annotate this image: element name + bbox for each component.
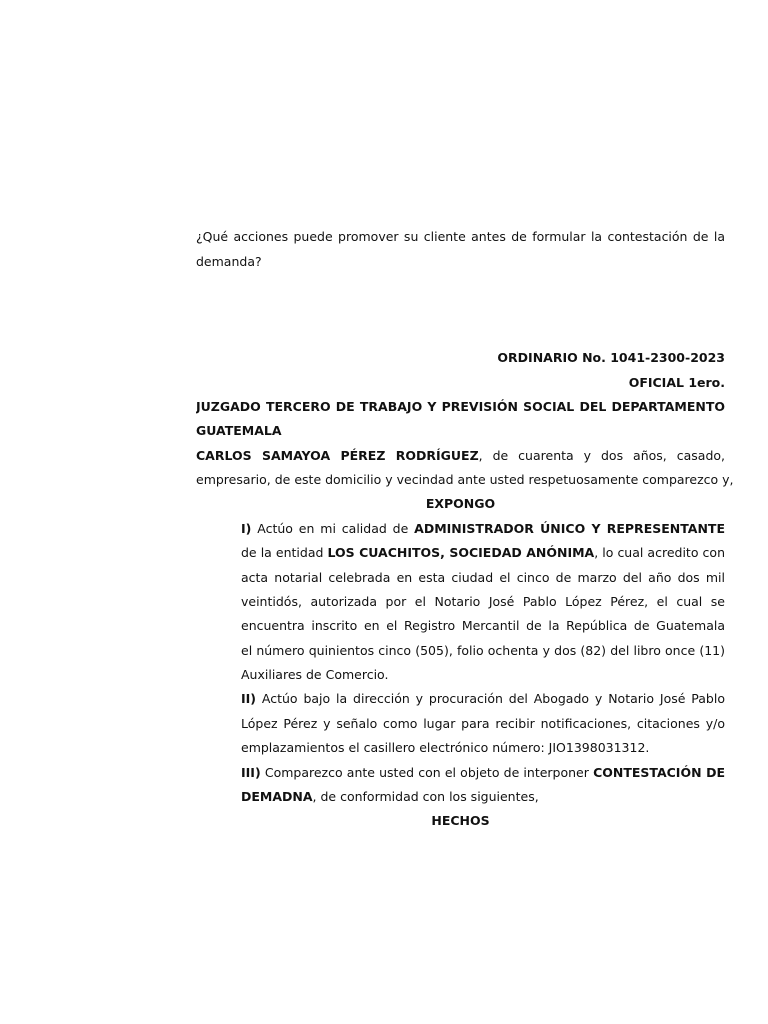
section-1-text-4: veintidós, autorizada por el Notario José Pablo López Pérez, el cual se bbox=[241, 594, 725, 609]
court-line-1 bbox=[196, 395, 725, 419]
plaintiff-name: CARLOS SAMAYOA PÉREZ RODRÍGUEZ bbox=[196, 448, 479, 463]
section-3-line-2 bbox=[241, 785, 725, 809]
hechos-heading bbox=[196, 809, 725, 833]
section-1-text-2a: de la entidad bbox=[241, 545, 328, 560]
section-1-text-6: el número quinientos cinco (505), folio ochenta y dos (82) del libro once (11) bbox=[241, 643, 725, 658]
intro-text-2: empresario, de este domicilio y vecindad ante usted respetuosamente comparezco y, bbox=[196, 472, 734, 487]
section-2-text-2: López Pérez y señalo como lugar para recibir notificaciones, citaciones y/o bbox=[241, 716, 725, 731]
section-3-marker: III) bbox=[241, 765, 261, 780]
section-1-line-3 bbox=[241, 566, 725, 590]
section-1-marker: I) bbox=[241, 521, 252, 536]
section-2-line-2 bbox=[241, 712, 725, 736]
intro-line-1 bbox=[196, 444, 725, 468]
section-1-line-7 bbox=[241, 663, 725, 687]
section-3-text-1a: Comparezco ante usted con el objeto de interponer bbox=[260, 765, 594, 780]
section-1-line-4 bbox=[241, 590, 725, 614]
hechos-text: HECHOS bbox=[431, 813, 490, 828]
question-text-2: demanda? bbox=[196, 254, 262, 269]
section-1-text-1a: Actúo en mi calidad de bbox=[251, 521, 415, 536]
official-text: OFICIAL 1ero. bbox=[628, 375, 725, 390]
question-line-1 bbox=[196, 225, 725, 249]
court-text-1: JUZGADO TERCERO DE TRABAJO Y PREVISIÓN SOCIAL DEL DEPARTAMENTO bbox=[196, 399, 725, 414]
court-text-2: GUATEMALA bbox=[196, 423, 282, 438]
section-3-line-1 bbox=[241, 761, 725, 785]
section-1-text-7: Auxiliares de Comercio. bbox=[241, 667, 389, 682]
section-1-line-5 bbox=[241, 614, 725, 638]
section-1-text-5: encuentra inscrito en el Registro Mercantil de la República de Guatemala bbox=[241, 618, 725, 633]
section-2-line-1 bbox=[241, 687, 725, 711]
section-3-text-1b: CONTESTACIÓN DE bbox=[593, 765, 725, 780]
case-number-text: ORDINARIO No. 1041-2300-2023 bbox=[497, 350, 725, 365]
section-1-text-1b: ADMINISTRADOR ÚNICO Y REPRESENTANTE bbox=[414, 521, 725, 536]
intro-line-2 bbox=[196, 468, 734, 492]
section-2-marker: II) bbox=[241, 691, 257, 706]
expongo-text: EXPONGO bbox=[425, 496, 496, 511]
intro-text-1: , de cuarenta y dos años, casado, bbox=[478, 448, 725, 463]
section-1-text-2c: , lo cual acredito con bbox=[594, 545, 725, 560]
section-2-line-3 bbox=[241, 736, 725, 760]
section-2-text-3: emplazamientos el casillero electrónico número: JIO1398031312. bbox=[241, 740, 650, 755]
court-line-2 bbox=[196, 419, 725, 443]
case-number bbox=[196, 346, 725, 370]
question-line-2 bbox=[196, 250, 725, 274]
section-2-text-1: Actúo bajo la dirección y procuración del Abogado y Notario José Pablo bbox=[256, 691, 725, 706]
expongo-heading bbox=[196, 492, 725, 516]
section-1-line-2 bbox=[241, 541, 725, 565]
official-label bbox=[196, 371, 725, 395]
company-name: LOS CUACHITOS, SOCIEDAD ANÓNIMA bbox=[327, 545, 595, 560]
section-1-line-6 bbox=[241, 639, 725, 663]
section-3-text-2b: , de conformidad con los siguientes, bbox=[312, 789, 539, 804]
section-1-line-1 bbox=[241, 517, 725, 541]
section-1-text-3: acta notarial celebrada en esta ciudad el cinco de marzo del año dos mil bbox=[241, 570, 725, 585]
section-3-text-2a: DEMADNA bbox=[241, 789, 313, 804]
question-text-1: ¿Qué acciones puede promover su cliente antes de formular la contestación de la bbox=[196, 229, 725, 244]
